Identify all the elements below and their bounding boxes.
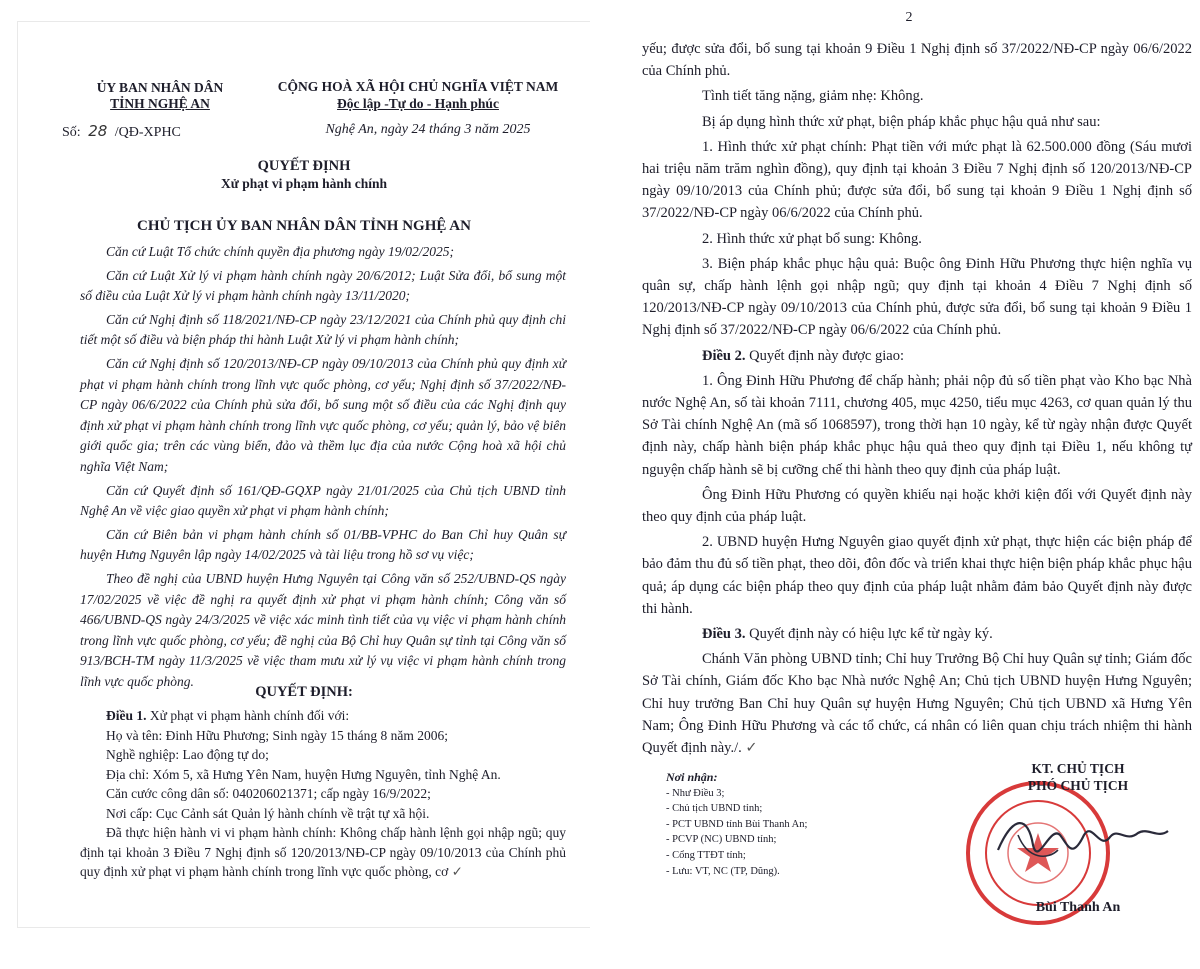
article-2-paragraph: Ông Đinh Hữu Phương có quyền khiếu nại hoặc khởi kiện đối với Quyết định này theo quy định của pháp luật. — [642, 486, 1192, 526]
additional-penalty: 2. Hình thức xử phạt bổ sung: Không. — [702, 230, 922, 247]
basis-paragraph: Căn cứ Nghị định số 120/2013/NĐ-CP ngày 09/10/2013 của Chính phủ quy định xử phạt vi phạm hành chính trong lĩnh vực quốc phòng, cơ yếu; Nghị định số 37/2022/NĐ-CP ngày 06/6/2022 của Chính phủ sửa đổi, bổ sung một số điều của các Nghị định quy định xử phạt vi phạm hành chính trong lĩnh vực quốc phòng, cơ yếu; quản lý, bảo vệ biên giới quốc gia; trên các vùng biển, đảo và thềm lục địa của nước Cộng hoà xã hội chủ nghĩa Việt Nam; — [80, 355, 566, 474]
doc-type: QUYẾT ĐỊNH — [257, 158, 351, 174]
recipient-item: - PCVP (NC) UBND tỉnh; — [666, 834, 777, 846]
article-1-text: Xử phạt vi phạm hành chính đối với: — [149, 708, 350, 723]
article-1 — [80, 706, 566, 883]
authority-heading: CHỦ TỊCH ỦY BAN NHÂN DÂN TỈNH NGHỆ AN — [137, 218, 471, 234]
page-number: 2 — [905, 10, 913, 25]
recipient-item: - Như Điều 3; — [666, 787, 725, 799]
signature-title — [968, 760, 1188, 794]
initial-mark: ✓ — [451, 864, 463, 880]
number-suffix: /QĐ-XPHC — [114, 125, 181, 140]
handwritten-number: 28 — [88, 122, 108, 140]
article-1-label: Điều 1. — [106, 708, 147, 723]
recipient-item: - PCT UBND tỉnh Bùi Thanh An; — [666, 818, 808, 830]
recipient-item: - Chủ tịch UBND tỉnh; — [666, 803, 763, 815]
article-3-intro — [642, 623, 1192, 645]
person-line: Địa chỉ: Xóm 5, xã Hưng Yên Nam, huyện Hưng Nguyên, tỉnh Nghệ An. — [106, 766, 501, 782]
basis-paragraph: Căn cứ Biên bản vi phạm hành chính số 01/BB-VPHC do Ban Chỉ huy Quân sự huyện Hưng Nguyên lập ngày 14/02/2025 và tài liệu trong hồ sơ vụ việc; — [80, 526, 566, 563]
person-line: Căn cước công dân số: 040206021371; cấp ngày 16/9/2022; — [106, 786, 431, 801]
document-page-2 — [618, 0, 1200, 969]
page-gap — [590, 0, 618, 969]
article-2-text: Quyết định này được giao: — [749, 347, 904, 364]
remedial-measure: 3. Biện pháp khắc phục hậu quả: Buộc ông Đinh Hữu Phương thực hiện nghĩa vụ quân sự, chấp hành lệnh gọi nhập ngũ; quy định tại khoản 4 Điều 7 Nghị định số 120/2013/NĐ-CP ngày 09/10/2013 của Chính phủ, được sửa đổi, bổ sung tại khoản 9 Điều 1 Nghị định số 37/2022/NĐ-CP ngày 06/6/2022 của Chính phủ. — [642, 255, 1192, 339]
handwritten-signature — [988, 805, 1178, 875]
agency-line-2: TỈNH NGHỆ AN — [110, 96, 210, 111]
basis-paragraph: Theo đề nghị của UBND huyện Hưng Nguyên tại Công văn số 252/UBND-QS ngày 17/02/2025 về việc đề nghị ra quyết định xử phạt vi phạm hành chính; Công văn số 466/UBND-QS ngày 24/3/2025 về việc xác minh tình tiết của vụ việc vi phạm hành chính trong lĩnh vực quốc phòng, cơ yếu; đề nghị của Bộ Chỉ huy Quân sự tỉnh tại Công văn số 913/BCH-TM ngày 11/3/2025 về việc tham mưu xử lý vụ việc vi phạm hành chính trong lĩnh vực quốc phòng. — [80, 570, 566, 689]
article-3-body: Chánh Văn phòng UBND tỉnh; Chỉ huy Trưởng Bộ Chỉ huy Quân sự tỉnh; Giám đốc Sở Tài chính, Giám đốc Kho bạc Nhà nước Nghệ An; Chủ tịch UBND huyện Hưng Nguyên; Chỉ huy trưởng Ban Chỉ huy Quân sự huyện Hưng Nguyên; Chủ tịch UBND xã Hưng Yên Nam; Ông Đinh Hữu Phương và các tổ chức, cá nhân có liên quan chịu trách nhiệm thi hành Quyết định này./. — [642, 651, 1192, 757]
person-line: Nơi cấp: Cục Cảnh sát Quản lý hành chính về trật tự xã hội. — [106, 805, 430, 821]
article-3-paragraph — [642, 648, 1192, 759]
person-line: Nghề nghiệp: Lao động tự do; — [106, 747, 269, 762]
doc-subject: Xử phạt vi phạm hành chính — [220, 176, 388, 191]
issue-date: Nghệ An, ngày 24 tháng 3 năm 2025 — [325, 122, 531, 137]
page-2-body — [642, 38, 1192, 762]
agency-line-1: ỦY BAN NHÂN DÂN — [96, 80, 224, 95]
number-label: Số: — [62, 125, 81, 140]
article-1-intro — [80, 706, 566, 726]
violation-text — [80, 823, 566, 883]
document-number — [62, 122, 181, 141]
document-title — [18, 158, 590, 192]
recipient-item: - Lưu: VT, NC (TP, Dũng). — [666, 865, 780, 877]
circumstances: Tình tiết tăng nặng, giảm nhẹ: Không. — [702, 88, 924, 105]
sign-line-1: KT. CHỦ TỊCH — [1031, 761, 1125, 776]
basis-paragraph: Căn cứ Quyết định số 161/QĐ-GQXP ngày 21/01/2025 của Chủ tịch UBND tỉnh Nghệ An về việc giao quyền xử phạt vi phạm hành chính; — [80, 482, 566, 519]
legal-bases — [80, 242, 566, 695]
recipient-item: - Cổng TTĐT tỉnh; — [666, 849, 746, 861]
article-2-paragraph: 1. Ông Đinh Hữu Phương để chấp hành; phải nộp đủ số tiền phạt vào Kho bạc Nhà nước Nghệ An, số tài khoản 7111, chương 405, mục 4250, tiểu mục 4263, cơ quan quản lý thu Sở Tài chính Nghệ An (mã số 1068597), trong thời hạn 10 ngày, kể từ ngày nhận được Quyết định này, chấp hành biện pháp khắc phục hậu quả theo quy định tại Điều 1, nếu không tự nguyện chấp hành sẽ bị cưỡng chế thi hành theo quy định của pháp luật. — [642, 372, 1192, 478]
document-page-1 — [18, 22, 590, 927]
nation-name: CỘNG HOÀ XÃ HỘI CHỦ NGHĨA VIỆT NAM — [277, 79, 559, 94]
recipients-title: Nơi nhận: — [666, 770, 718, 784]
article-2-intro — [642, 345, 1192, 367]
basis-paragraph: Căn cứ Luật Xử lý vi phạm hành chính ngày 20/6/2012; Luật Sửa đổi, bổ sung một số điều của Luật Xử lý vi phạm hành chính ngày 13/11/2020; — [80, 267, 566, 304]
applied-intro: Bị áp dụng hình thức xử phạt, biện pháp khắc phục hậu quả như sau: — [702, 113, 1101, 130]
person-line: Họ và tên: Đinh Hữu Phương; Sinh ngày 15 tháng 8 năm 2006; — [106, 727, 449, 743]
basis-paragraph: Căn cứ Nghị định số 118/2021/NĐ-CP ngày 23/12/2021 của Chính phủ quy định chi tiết một số điều và biện pháp thi hành Luật Xử lý vi phạm hành chính; — [80, 311, 566, 348]
recipients-block — [666, 770, 966, 879]
motto: Độc lập -Tự do - Hạnh phúc — [337, 96, 499, 111]
basis-paragraph: Căn cứ Luật Tổ chức chính quyền địa phương ngày 19/02/2025; — [106, 244, 455, 259]
national-motto — [258, 78, 578, 112]
article-2-paragraph: 2. UBND huyện Hưng Nguyên giao quyết định xử phạt, thực hiện các biện pháp để bảo đảm thu đủ số tiền phạt, theo dõi, đôn đốc và triển khai thực hiện biện pháp khắc phục hậu quả; áp dụng các biện pháp theo quy định của pháp luật nhằm đảm bảo Quyết định này được thi hành. — [642, 534, 1192, 617]
signer-name: Bùi Thanh An — [1035, 900, 1121, 915]
main-penalty: 1. Hình thức xử phạt chính: Phạt tiền với mức phạt là 62.500.000 đồng (Sáu mươi hai triệu năm trăm nghìn đồng), quy định tại khoản 3 Điều 7 Nghị định số 120/2013/NĐ-CP ngày 09/10/2013 của Chính phủ; được sửa đổi, bổ sung tại khoản 9 Điều 1 Nghị định số 37/2022/NĐ-CP ngày 06/6/2022 của Chính phủ. — [642, 138, 1192, 222]
issuing-agency — [60, 80, 260, 112]
article-3-label: Điều 3. — [702, 626, 746, 643]
sign-line-2: PHÓ CHỦ TỊCH — [1027, 778, 1129, 793]
initial-mark: ✓ — [745, 740, 758, 757]
violation-body: Đã thực hiện hành vi vi phạm hành chính: Không chấp hành lệnh gọi nhập ngũ; quy định tại khoản 3 Điều 7 Nghị định số 120/2013/NĐ-CP ngày 09/10/2013 của Chính phủ quy định xử phạt vi phạm hành chính trong lĩnh vực quốc phòng, cơ — [80, 825, 566, 879]
continuation-paragraph: yếu; được sửa đổi, bổ sung tại khoản 9 Điều 1 Nghị định số 37/2022/NĐ-CP ngày 06/6/2022 của Chính phủ. — [642, 41, 1192, 80]
decision-heading: QUYẾT ĐỊNH: — [255, 684, 353, 700]
article-3-text: Quyết định này có hiệu lực kể từ ngày ký. — [749, 626, 993, 643]
article-2-label: Điều 2. — [702, 347, 746, 364]
